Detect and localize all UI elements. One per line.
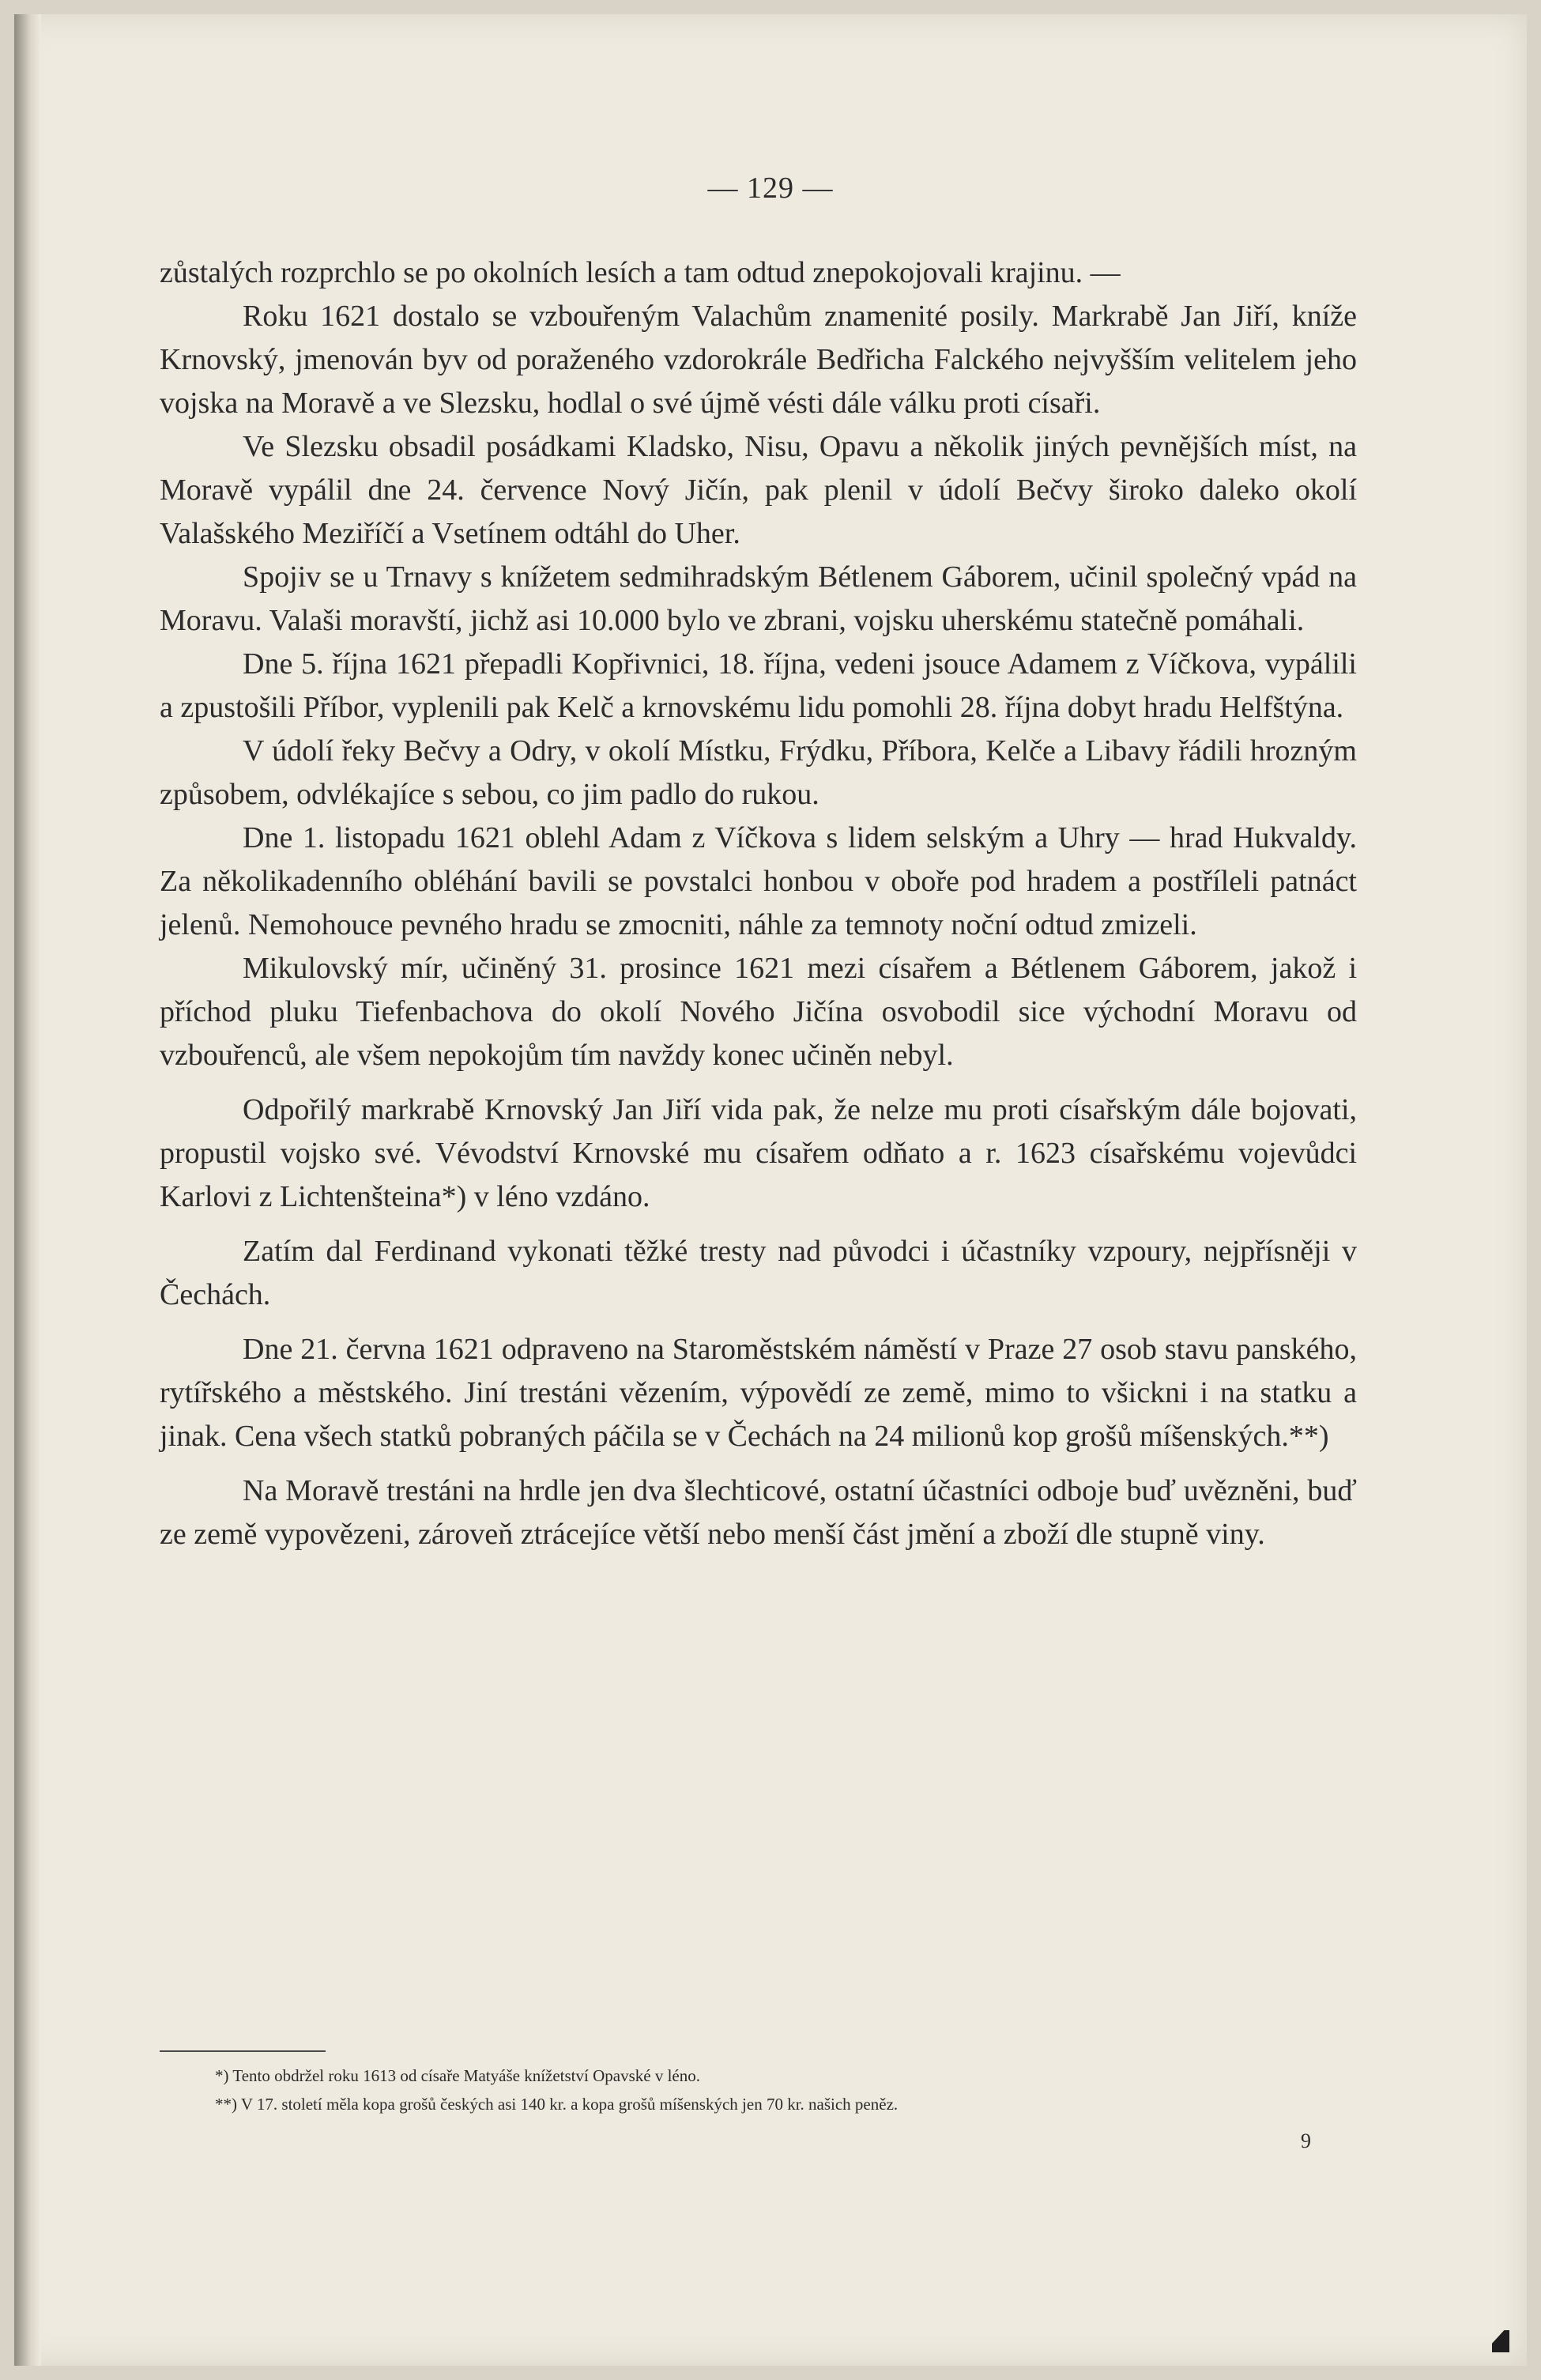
paragraph: Dne 5. října 1621 přepadli Kopřivnici, 18. října, vedeni jsouce Adamem z Víčkova, vypálili a zpustošili Příbor, vyplenili pak Kelč a krnovskému lidu pomohli 28. října dobyt hradu Helfštýna. — [160, 647, 1357, 724]
paragraph: Ve Slezsku obsadil posádkami Kladsko, Nisu, Opavu a několik jiných pevnějších míst, na Moravě vypálil dne 24. července Nový Jičín, pak plenil v údolí Bečvy široko daleko okolí Valašského Meziříčí a Vsetínem odtáhl do Uher. — [160, 430, 1357, 550]
paragraph: Dne 21. června 1621 odpraveno na Staroměstském náměstí v Praze 27 osob stavu panského, rytířského a městského. Jiní trestáni vězením, výpovědí ze země, mimo to všickni i na statku a jinak. Cena všech statků pobraných páčila se v Čechách na 24 milionů kop grošů míšenských.**) — [160, 1333, 1357, 1453]
page-number: — 129 — — [707, 172, 834, 205]
body-text — [160, 251, 1357, 1556]
paragraph: Roku 1621 dostalo se vzbouřeným Valachům znamenité posily. Markrabě Jan Jiří, kníže Krnovský, jmenován byv od poraženého vzdorokrále Bedřicha Falckého nejvyšším velitelem jeho vojska na Moravě a ve Slezsku, hodlal o své újmě vésti dále válku proti císaři. — [160, 300, 1357, 420]
paragraph: Dne 1. listopadu 1621 oblehl Adam z Víčkova s lidem selským a Uhry — hrad Hukvaldy. Za několikadenního obléhání bavili se povstalci honbou v oboře pod hradem a postříleli patnáct jelenů. Nemohouce pevného hradu se zmocniti, náhle za temnoty noční odtud zmizeli. — [160, 821, 1357, 941]
book-page — [14, 14, 1527, 2366]
footnotes — [160, 2061, 1357, 2118]
printer-signature: 9 — [1301, 2129, 1311, 2152]
footnote-divider — [160, 2050, 326, 2052]
paragraph: Odpořilý markrabě Krnovský Jan Jiří vida pak, že nelze mu proti císařským dále bojovati, propustil vojsko své. Vévodství Krnovské mu císařem odňato a r. 1623 císařskému vojevůdci Karlovi z Lichtenšteina*) v léno vzdáno. — [160, 1093, 1357, 1213]
footnote: *) Tento obdržel roku 1613 od císaře Matyáše knížetství Opavské v léno. — [215, 2066, 700, 2085]
book-spine-shadow — [14, 14, 41, 2366]
paragraph: Mikulovský mír, učiněný 31. prosince 1621 mezi císařem a Bétlenem Gáborem, jakož i příchod pluku Tiefenbachova do okolí Nového Jičína osvobodil sice východní Moravu od vzbouřenců, ale všem nepokojům tím navždy konec učiněn nebyl. — [160, 952, 1357, 1072]
paragraph: V údolí řeky Bečvy a Odry, v okolí Místku, Frýdku, Příbora, Kelče a Libavy řádili hrozným způsobem, odvlékajíce s sebou, co jim padlo do rukou. — [160, 734, 1357, 811]
paragraph: Na Moravě trestáni na hrdle jen dva šlechticové, ostatní účastníci odboje buď uvězněni, buď ze země vypovězeni, zároveň ztrácejíce větší nebo menší část jmění a zboží dle stupně viny. — [160, 1474, 1357, 1551]
paragraph: Zatím dal Ferdinand vykonati těžké tresty nad původci i účastníky vzpoury, nejpřísněji v Čechách. — [160, 1235, 1357, 1311]
footnote: **) V 17. století měla kopa grošů českých asi 140 kr. a kopa grošů míšenských jen 70 kr. našich peněz. — [215, 2095, 899, 2114]
paragraph: Spojiv se u Trnavy s knížetem sedmihradským Bétlenem Gáborem, učinil společný vpád na Moravu. Valaši moravští, jichž asi 10.000 bylo ve zbrani, vojsku uherskému statečně pomáhali. — [160, 560, 1357, 637]
corner-mark-icon — [1492, 2330, 1509, 2352]
paragraph: zůstalých rozprchlo se po okolních lesích a tam odtud znepokojovali krajinu. — — [160, 256, 1121, 289]
